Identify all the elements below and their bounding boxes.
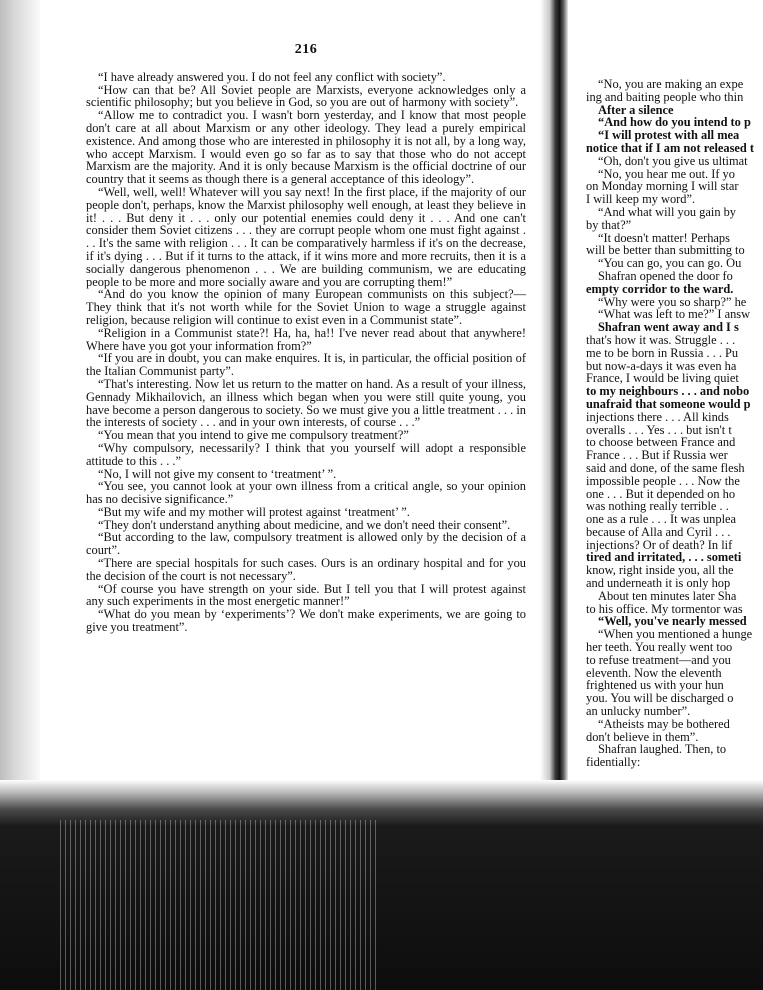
right-page-text <box>586 78 763 769</box>
right-page-line: ing and baiting people who thin <box>586 89 744 104</box>
paragraph: “Allow me to contradict you. I wasn't born yesterday, and I know that most people don't care at all about Marxism or any other ideology. They lead a purely empirical existence. And among those who are interested in philosophy it is not all, by a long way, who accept Marxism. I would even go so far as to say that those who do not accept Marxism are the majority. And it is only because Marxism is the official doctrine of our country that it seems as though there is a general acceptance of this ideology”. <box>86 108 526 187</box>
right-page-line: Shafran opened the door fo <box>598 268 733 283</box>
right-page-line: injections there . . . All kinds <box>586 409 729 424</box>
paragraph: “There are special hospitals for such cases. Ours is an ordinary hospital and for you the decision of the court is not necessary”. <box>86 556 526 583</box>
right-page-line: to refuse treatment—and you <box>586 652 731 667</box>
right-page-line: “Well, you've nearly messed <box>598 614 747 629</box>
right-page-line: France . . . But if Russia wer <box>586 448 728 463</box>
paragraph: “That's interesting. Now let us return to the matter on hand. As a result of your illness, Gennady Mikhailovich, an illness which began when you were still quite young, you have become a person dangerous to society. So we must give you a little treatment . . . in the interests of society . . . and in your own interests, of course . . .” <box>86 376 526 430</box>
right-page-line: injections? Or of death? In lif <box>586 537 733 552</box>
paragraph: “But according to the law, compulsory treatment is allowed only by the decision of a court”. <box>86 530 526 558</box>
paragraph: “Why compulsory, necessarily? I think that you yourself will adopt a responsible attitude to this . . .” <box>86 440 526 468</box>
paragraph: “Of course you have strength on your side. But I tell you that I will protest against any such experiments in the most energetic manner!” <box>86 581 526 609</box>
right-page-line: one . . . But it depended on ho <box>586 486 736 501</box>
right-page-line: notice that if I am not released t <box>586 140 755 155</box>
left-page <box>86 44 526 634</box>
paragraph: “How can that be? All Soviet people are Marxists, everyone acknowledges only a scientific philosophy; but you believe in God, so you are out of harmony with society”. <box>86 82 526 110</box>
right-page-line: on Monday morning I will star <box>586 179 739 194</box>
right-page-line: you. You will be discharged o <box>586 691 734 706</box>
right-page-line: me to be born in Russia . . . Pu <box>586 345 739 360</box>
paragraph: “And do you know the opinion of many European communists on this subject?—They think that it's not worth while for the Soviet Union to wage a struggle against religion, because religion will continue to exist even in a Communist state”. <box>86 287 526 327</box>
right-page-line: tired and irritated, . . . someti <box>586 550 742 565</box>
right-page-line: France, I would be living quiet <box>586 371 739 386</box>
right-page-line: About ten minutes later Sha <box>598 588 737 603</box>
right-page-line: by that?” <box>586 217 632 232</box>
right-page-line: After a silence <box>598 102 674 117</box>
right-page-line: said and done, of the same flesh <box>586 460 745 475</box>
paragraph: “If you are in doubt, you can make enquires. It is, in particular, the official position of the Italian Communist party”. <box>86 351 526 379</box>
right-page-line: “When you mentioned a hunge <box>598 627 753 642</box>
right-page-line: fidentially: <box>586 755 641 770</box>
right-page-line: “I will protest with all mea <box>598 128 740 143</box>
paragraph: “No, I will not give my consent to ‘treatment’ ”. <box>98 466 337 481</box>
right-page-line: Shafran went away and I s <box>598 320 739 335</box>
right-page-line: to my neighbours . . . and nobo <box>586 384 750 399</box>
right-page-line: but now-a-days it was even ha <box>586 358 737 373</box>
paragraph: “What do you mean by ‘experiments’? We don't make experiments, we are going to give you treatment”. <box>86 607 526 635</box>
paragraph: “You mean that you intend to give me compulsory treatment?” <box>98 428 409 443</box>
paragraph: “Well, well, well! Whatever will you say next! In the first place, if the majority of our people don't, perhaps, know the Marxist philosophy well enough, at least they believe in it! . . . But deny it . . . only our potential enemies could deny it . . . And one can't consider them Soviet citizens . . . they are corrupt people whom one must fight against . . . It's the same with religion . . . It can be comparatively harmless if it's on the decrease, if it's dying . . . But if it turns to the attack, if it wins more and more recruits, then it is a socially dangerous phenomenon . . . We are building communism, we are educating people to be more and more socially aware and you are corrupting them!” <box>86 184 526 289</box>
right-page-line: “Atheists may be bothered <box>598 716 730 731</box>
right-page-line: “And what will you gain by <box>598 204 736 219</box>
right-page-line: unafraid that someone would p <box>586 396 751 411</box>
right-page-line: impossible people . . . Now the <box>586 473 740 488</box>
right-page-line: “You can go, you can go. Ou <box>598 256 742 271</box>
right-page-line: “No, you are making an expe <box>598 77 744 91</box>
right-page-line: eleventh. Now the eleventh <box>586 665 722 680</box>
paragraph: “You see, you cannot look at your own illness from a critical angle, so your opinion has no decisive significance.” <box>86 479 526 507</box>
book-edge-shadow <box>0 780 763 990</box>
paragraph: “Religion in a Communist state?! Ha, ha, ha!! I've never read about that anywhere! Where have you got your information from?” <box>86 325 526 353</box>
right-page-line: to his office. My tormentor was <box>586 601 743 616</box>
right-page-line: “What was left to me?” I answ <box>598 307 751 322</box>
right-page-line: “And how do you intend to p <box>598 115 751 130</box>
right-page-line: empty corridor to the ward. <box>586 281 734 296</box>
paragraph: “But my wife and my mother will protest against ‘treatment’ ”. <box>98 504 410 519</box>
paragraph: “They don't understand anything about medicine, and we don't need their consent”. <box>98 517 511 532</box>
right-page-line: “Why were you so sharp?” he <box>598 294 747 309</box>
right-page-line: know, right inside you, all the <box>586 563 734 578</box>
right-page-line: frightened us with your hun <box>586 678 724 693</box>
page-number: 216 <box>294 42 318 57</box>
right-page-line: an unlucky number”. <box>586 704 691 719</box>
right-page-line: overalls . . . Yes . . . but isn't t <box>586 422 732 437</box>
right-page-line: that's how it was. Struggle . . . <box>586 332 736 347</box>
right-page-line: to choose between France and <box>586 435 736 450</box>
right-page-line: Shafran laughed. Then, to <box>598 742 727 757</box>
right-page-line: I will keep my word”. <box>586 192 696 207</box>
right-page-line: was nothing really terrible . . <box>586 499 729 514</box>
right-page-line: and underneath it is only hop <box>586 576 731 591</box>
right-page-line: “Oh, don't you give us ultimat <box>598 153 748 168</box>
right-page-line: don't believe in them”. <box>586 729 699 744</box>
left-page-text <box>86 71 526 634</box>
right-page-line: “It doesn't matter! Perhaps <box>598 230 730 245</box>
paragraph: “I have already answered you. I do not feel any conflict with society”. <box>98 69 446 84</box>
right-page-line: will be better than submitting to <box>586 243 745 258</box>
page-edge-stripes <box>60 820 380 990</box>
right-page-line: because of Alla and Cyril . . . <box>586 524 731 539</box>
right-page-line: one as a rule . . . It was unplea <box>586 512 737 527</box>
right-page-line: “No, you hear me out. If yo <box>598 166 735 181</box>
right-page-line: her teeth. You really went too <box>586 640 733 655</box>
